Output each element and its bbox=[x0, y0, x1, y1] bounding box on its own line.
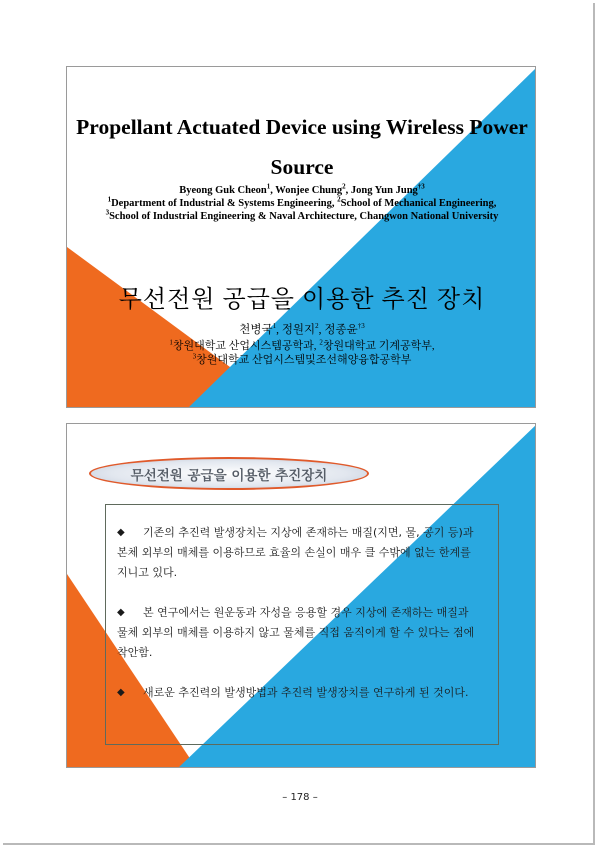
affiliation: School of Industrial Engineering & Naval Architecture, Changwon National University bbox=[109, 211, 499, 222]
affil-sup: 1 bbox=[107, 195, 112, 204]
diamond-bullet-icon: ◆ bbox=[117, 687, 125, 698]
bullet-text: 기존의 추진력 발생장치는 지상에 존재하는 매질(지면, 물, 공기 등)과 본체 외부의 매체를 이용하므로 효율의 손실이 매우 클 수밖에 없는 한계를 지니고 있다. bbox=[117, 526, 474, 579]
author-name: Wonjee Chung bbox=[275, 185, 343, 196]
bullet-text: 본 연구에서는 원운동과 자성을 응용할 경우 지상에 존재하는 매질과 물체 외부의 매체를 이용하지 않고 물체를 직접 움직이게 할 수 있다는 점에 착안함. bbox=[117, 606, 475, 659]
author-name: Byeong Guk Cheon bbox=[179, 185, 267, 196]
affiliation: School of Mechanical Engineering, bbox=[340, 198, 497, 209]
author-sup: †3 bbox=[417, 182, 425, 191]
affil-sup: 2 bbox=[319, 338, 323, 347]
bullet-item bbox=[117, 523, 491, 583]
affil-sup: 2 bbox=[337, 195, 341, 204]
diamond-bullet-icon: ◆ bbox=[117, 527, 125, 538]
affiliation: 창원대학교 산업시스템및조선해양융합공학부 bbox=[196, 354, 412, 366]
author-name: Jong Yun Jung bbox=[350, 185, 418, 196]
content-box bbox=[105, 504, 499, 745]
section-title-pill: 무선전원 공급을 이용한 추진장치 bbox=[89, 457, 369, 490]
diamond-bullet-icon: ◆ bbox=[117, 607, 125, 618]
bullet-item bbox=[117, 603, 491, 663]
affiliations-english bbox=[67, 197, 536, 223]
affiliation: 창원대학교 기계공학부, bbox=[322, 340, 435, 352]
author-sup: †3 bbox=[357, 322, 365, 331]
affiliation: 창원대학교 산업시스템공학과, bbox=[172, 340, 317, 352]
authors-korean: 천병국$^1$, 정원지$^2$, 정종윤$^{\dagger 3}$ bbox=[239, 322, 365, 336]
author-name: 천병국 bbox=[239, 324, 273, 336]
bullet-item bbox=[117, 683, 491, 703]
author-name: 정종윤 bbox=[324, 324, 358, 336]
author-name: 정원지 bbox=[281, 324, 316, 336]
title-english: Propellant Actuated Device using Wireless Power Source bbox=[76, 115, 528, 179]
affil-sup: 3 bbox=[105, 208, 110, 217]
bullet-text: 새로운 추진력의 발생방법과 추진력 발생장치를 연구하게 된 것이다. bbox=[143, 686, 469, 699]
author-sup: 2 bbox=[342, 182, 346, 191]
content-slide bbox=[66, 423, 536, 768]
affiliations-korean bbox=[67, 339, 536, 367]
title-korean: 무선전원 공급을 이용한 추진 장치 bbox=[118, 287, 486, 313]
authors-english: Byeong Guk Cheon$^1$, Wonjee Chung$^2$, Jong Yun Jung$^{\dagger 3}$ bbox=[179, 182, 425, 196]
affil-sup: 1 bbox=[169, 338, 173, 347]
title-slide bbox=[66, 66, 536, 408]
author-sup: 1 bbox=[266, 182, 271, 191]
author-sup: 1 bbox=[272, 322, 277, 331]
page-number: – 178 – bbox=[282, 792, 318, 803]
affiliation: Department of Industrial & Systems Engineering, bbox=[111, 198, 335, 209]
affil-sup: 3 bbox=[192, 352, 197, 361]
author-sup: 2 bbox=[315, 322, 319, 331]
